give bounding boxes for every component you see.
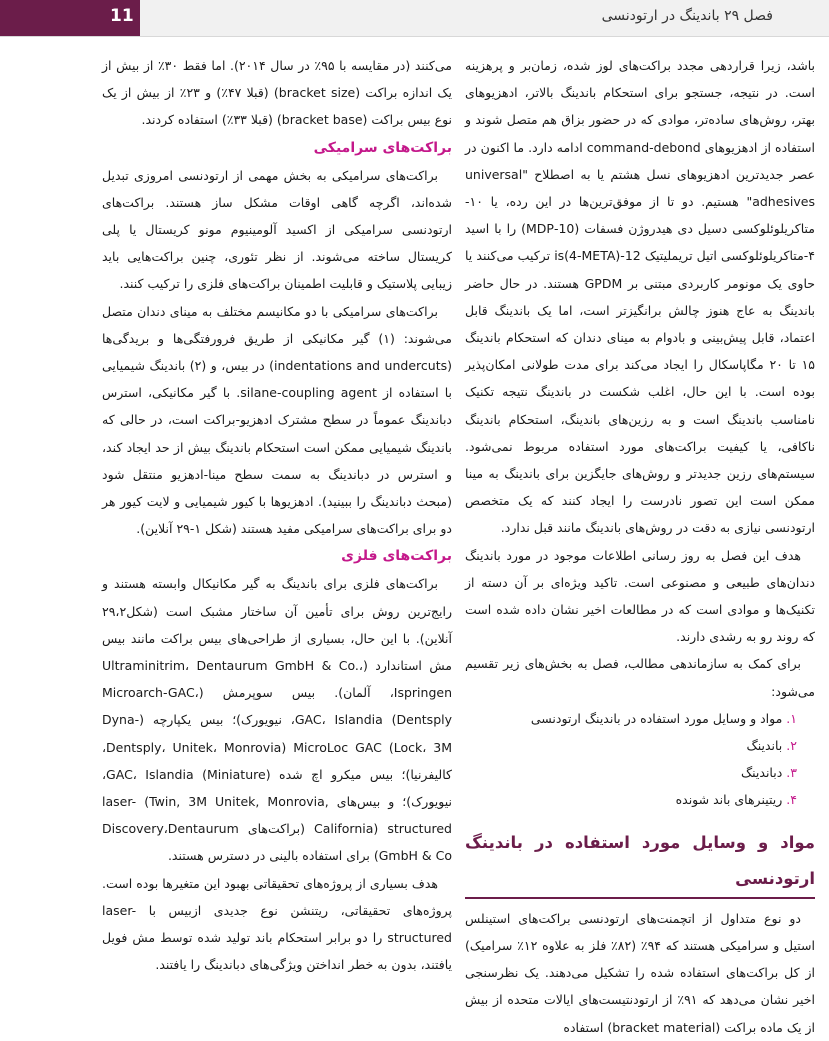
chapter-title: فصل ۲۹ باندینگ در ارتودنسی	[601, 8, 773, 24]
outline-item-number: ۴.	[786, 791, 797, 807]
body-paragraph: باشد، زیرا قراردهی مجدد براکت‌های لوز شده، زمان‌بر و پرهزینه است. در نتیجه، جستجو برای استحکام باندینگ بالاتر، ادهزیوهای بهتر، روش‌های ساده‌تر، موادی که در حضور بزاق هم متصل شوند و استفاده از ادهزیوهای command-debond ادامه دارد. ما اکنون در عصر جدیدترین ادهزیوهای نسل هشتم یا به اصطلاح "universal adhesives" هستیم. دو تا از موفق‌ترین‌ها در این رده، یا ۱۰-متاکریلوئلوکسی دسیل دی هیدروژن فسفات (10-MDP) را با اسید ۴-متاکریلوئلوکسی اتیل تریملیتیک 12-is(4-META) ترکیب می‌کنند یا حاوی یک مونومر کاربردی مبتنی بر GPDM هستند. در حال حاضر باندینگ به عاج هنوز چالش برانگیزتر است، اما یک باندینگ قابل اعتماد، قابل پیش‌بینی و بادوام به مینای دندان که استحکام باندینگ ۱۵ تا ۲۰ مگاپاسکال را ایجاد می‌کند برای مدت طولانی امکان‌پذیر بوده است. با این حال، اغلب شکست در باندینگ نتیجه تکنیک نامناسب باندینگ است و به رزین‌های باندینگ، استحکام باندینگ ناکافی، یا کیفیت براکت‌های مورد استفاده مربوط نمی‌شود. سیستم‌های رزین جدیدتر و روش‌های جایگزین برای باندینگ به مینا ممکن است این تصور نادرست را ایجاد کنند که یک متخصص ارتودنسی نیازی به دقت در روش‌های باندینگ مانند قبل ندارد.	[465, 58, 816, 536]
page-number-box	[0, 0, 140, 36]
body-paragraph: براکت‌های سرامیکی با دو مکانیسم مختلف به مینای دندان متصل می‌شوند: (۱) گیر مکانیکی از طریق فرورفتگی‌ها و بریدگی‌ها (indentations and undercuts) در بیس، و (۲) باندینگ شیمیایی با استفاده از silane-coupling agent. با گیر مکانیکی، استرس دباندینگ عموماً در سطح مشترک ادهزیو-براکت است، در حالی که باندینگ شیمیایی ممکن است استحکام باندینگ بیش از حد ایجاد کند، و استرس در دباندینگ به سمت سطح مینا-ادهزیو منتقل شود (مبحث دباندینگ را ببینید). ادهزیوها با کیور شیمیایی و لایت کیور هر دو برای براکت‌های سرامیکی مفید هستند (شکل ۱-۲۹ آنلاین).	[102, 303, 452, 537]
outline-item	[465, 705, 797, 732]
outline-item-number: ۳.	[786, 764, 797, 780]
body-paragraph: می‌کنند (در مقایسه با ۹۵٪ در سال ۲۰۱۴). اما فقط ۳۰٪ از بیش از یک اندازه براکت (bracket size) (قبلا ۴۷٪) و ۲۳٪ از بیش از یک نوع بیس براکت (bracket base) (قبلا ۳۳٪) استفاده کردند.	[102, 58, 453, 128]
chapter-outline-list	[465, 705, 815, 813]
page-header	[0, 0, 829, 37]
outline-item-text: دباندینگ	[740, 764, 783, 780]
body-paragraph: دو نوع متداول از اتچمنت‌های ارتودنسی براکت‌های استینلس استیل و سرامیکی هستند که ۹۴٪ (۸۲٪ فلز به علاوه ۱۲٪ سرامیک) از کل براکت‌های استفاده شده را تشکیل می‌دهند. یک نظرسنجی اخیر نشان می‌دهد که ۹۱٪ از ارتودنتیست‌های ایالات متحده از بیش از یک ماده براکت (bracket material) استفاده	[465, 910, 815, 1035]
body-paragraph: براکت‌های فلزی برای باندینگ به گیر مکانیکال وابسته هستند و رایج‌ترین روش برای تأمین آن ساختار مشبک است (شکل۲۹،۲ آنلاین). با این حال، بسیاری از طراحی‌های بیس براکت مانند بیس مش استاندارد (Ultraminitrim، Dentaurum GmbH & Co.، Ispringen، آلمان). بیس سوپرمش (Microarch-GAC، Dentsply) GAC، Islandia، نیویورک)؛ بیس یکپارچه (Dyna-Lock، 3M) MicroLoc GAC (Dentsply، Unitek، Monrovia، کالیفرنیا)؛ بیس میکرو اچ شده (Miniature) GAC، Islandia، نیویورک)؛ و بیس‌های laser- (Twin, 3M Unitek, Monrovia, California) structured (براکت‌های Discovery،Dentaurum GmbH & Co) برای استفاده بالینی در دسترس هستند.	[102, 576, 453, 864]
outline-item-text: مواد و وسایل مورد استفاده در باندینگ ارتودنسی	[530, 710, 783, 726]
section-heading: مواد و وسایل مورد استفاده در باندینگ ارتودنسی	[465, 825, 815, 899]
body-paragraph: هدف این فصل به روز رسانی اطلاعات موجود در مورد باندینگ دندان‌های طبیعی و مصنوعی است. تاکید ویژه‌ای بر آن دسته از تکنیک‌ها و موادی است که در مطالعات اخیر نشان داده شده است که روند رو به رشدی دارند.	[465, 547, 815, 645]
outline-item	[465, 732, 797, 759]
outline-item-number: ۲.	[786, 737, 797, 753]
subsection-heading-ceramic: براکت‌های سرامیکی	[313, 139, 452, 156]
left-column	[102, 52, 452, 979]
right-column	[465, 52, 815, 1041]
outline-item	[465, 759, 797, 786]
outline-item	[465, 786, 797, 813]
outline-item-number: ۱.	[786, 710, 797, 726]
body-paragraph: هدف بسیاری از پروژه‌های تحقیقاتی بهبود این متغیرها بوده است. پروژه‌های تحقیقاتی، ریتنشن نوع جدیدی ازبیس با laser-structured را دو برابر استحکام باند تولید شده توسط مش فویل یافتند، بدون به خطر انداختن ویژگی‌های دباندینگ را یافتند.	[102, 875, 452, 973]
outline-item-text: باندینگ	[746, 737, 783, 753]
outline-item-text: ریتینرهای باند شونده	[675, 791, 783, 807]
subsection-heading-metal: براکت‌های فلزی	[341, 548, 452, 565]
body-paragraph: برای کمک به سازماندهی مطالب، فصل به بخش‌های زیر تقسیم می‌شود:	[465, 656, 815, 699]
page-number: 11	[110, 6, 134, 26]
body-paragraph: براکت‌های سرامیکی به بخش مهمی از ارتودنسی امروزی تبدیل شده‌اند، اگرچه گاهی اوقات مشکل ساز هستند. براکت‌های ارتودنسی سرامیکی از اکسید آلومینیوم مونو کریستال یا پلی کریستال ساخته می‌شوند. از نظر تئوری، چنین براکت‌هایی باید زیبایی پلاستیک و قابلیت اطمینان براکت‌های فلزی را ترکیب کنند.	[102, 167, 452, 292]
